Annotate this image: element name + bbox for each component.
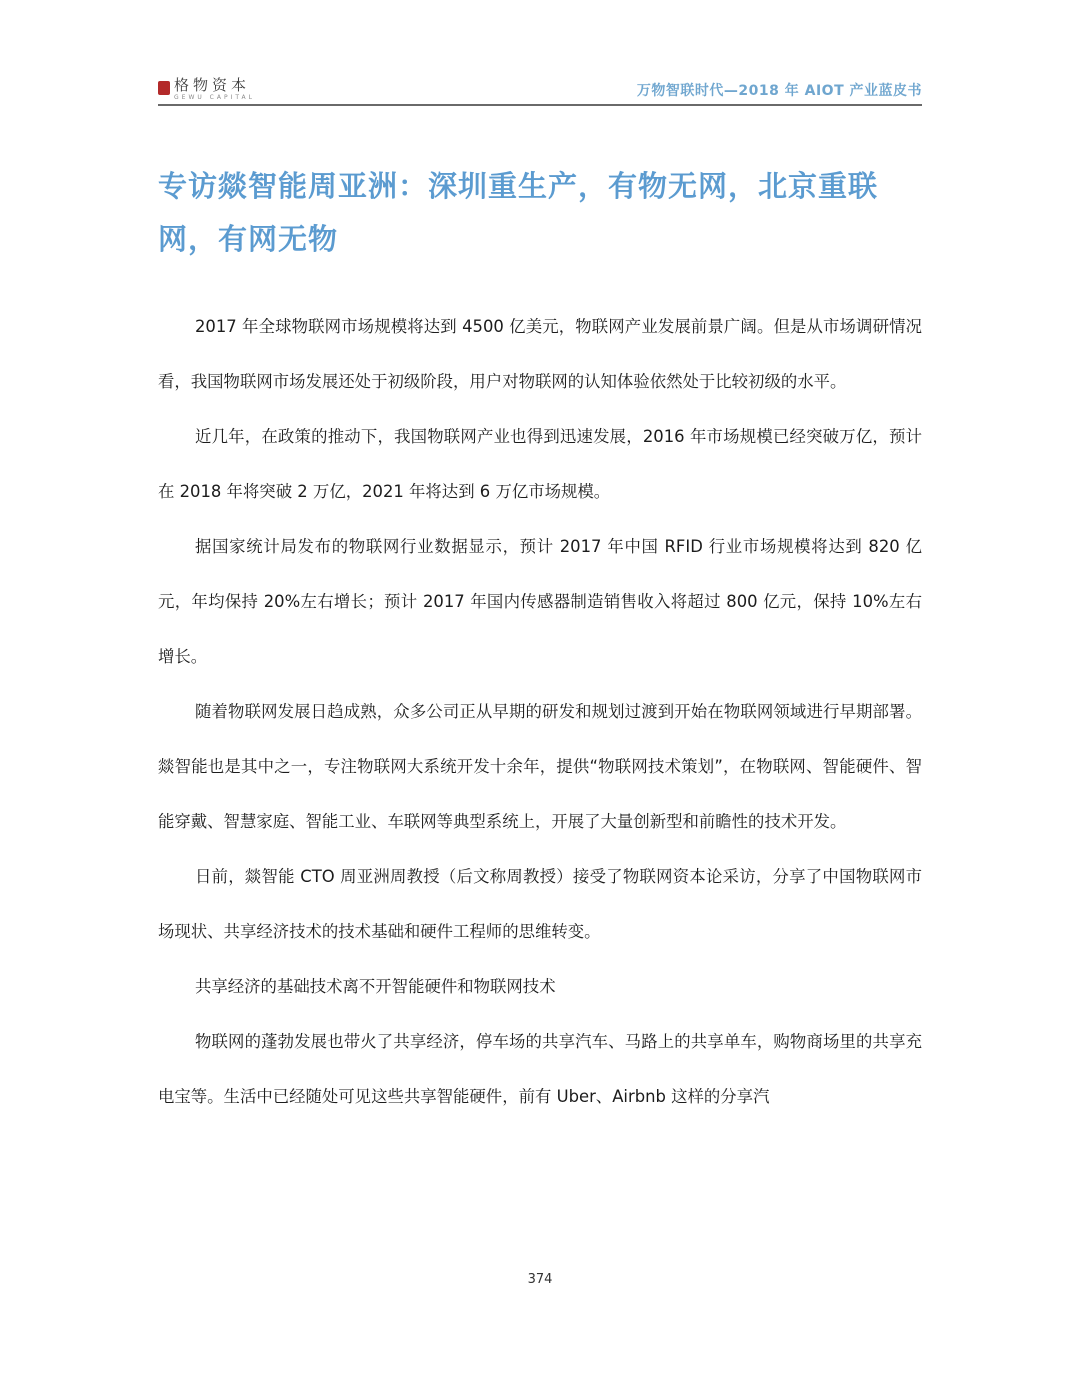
paragraph-company-intro: 随着物联网发展日趋成熟，众多公司正从早期的研发和规划过渡到开始在物联网领域进行早期部署。燚智能也是其中之一，专注物联网大系统开发十余年，提供“物联网技术策划”，在物联网、智能硬件、智能穿戴、智慧家庭、智能工业、车联网等典型系统上，开展了大量创新型和前瞻性的技术开发。 <box>158 702 922 831</box>
logo-subname: GEWU CAPITAL <box>174 94 255 101</box>
paragraph-market-size: 2017 年全球物联网市场规模将达到 4500 亿美元，物联网产业发展前景广阔。但是从市场调研情况看，我国物联网市场发展还处于初级阶段，用户对物联网的认知体验依然处于比较初级的水平。 <box>158 317 922 391</box>
section-heading: 共享经济的基础技术离不开智能硬件和物联网技术 <box>195 977 556 996</box>
article-body <box>158 299 922 1124</box>
paragraph-interview-intro: 日前，燚智能 CTO 周亚洲周教授（后文称周教授）接受了物联网资本论采访，分享了中国物联网市场现状、共享经济技术的技术基础和硬件工程师的思维转变。 <box>158 867 922 941</box>
page-number: 374 <box>527 1272 553 1287</box>
article-title: 专访燚智能周亚洲：深圳重生产，有物无网，北京重联网，有网无物 <box>158 169 879 256</box>
logo-name: 格物资本 <box>174 76 251 94</box>
book-title: 万物智联时代—2018 年 AIOT 产业蓝皮书 <box>636 83 922 99</box>
company-logo <box>158 76 255 102</box>
logo-text-group <box>174 76 255 101</box>
logo-seal-icon <box>158 81 170 95</box>
paragraph-statistics: 据国家统计局发布的物联网行业数据显示，预计 2017 年中国 RFID 行业市场规模将达到 820 亿元，年均保持 20%左右增长；预计 2017 年国内传感器制造销售收入将超过 800 亿元，保持 10%左右增长。 <box>158 537 922 666</box>
paragraph-sharing-economy: 物联网的蓬勃发展也带火了共享经济，停车场的共享汽车、马路上的共享单车，购物商场里的共享充电宝等。生活中已经随处可见这些共享智能硬件，前有 Uber、Airbnb 这样的分享汽 <box>158 1032 922 1106</box>
paragraph-recent-growth: 近几年，在政策的推动下，我国物联网产业也得到迅速发展，2016 年市场规模已经突破万亿，预计在 2018 年将突破 2 万亿，2021 年将达到 6 万亿市场规模。 <box>158 427 922 501</box>
page-header <box>158 74 922 106</box>
